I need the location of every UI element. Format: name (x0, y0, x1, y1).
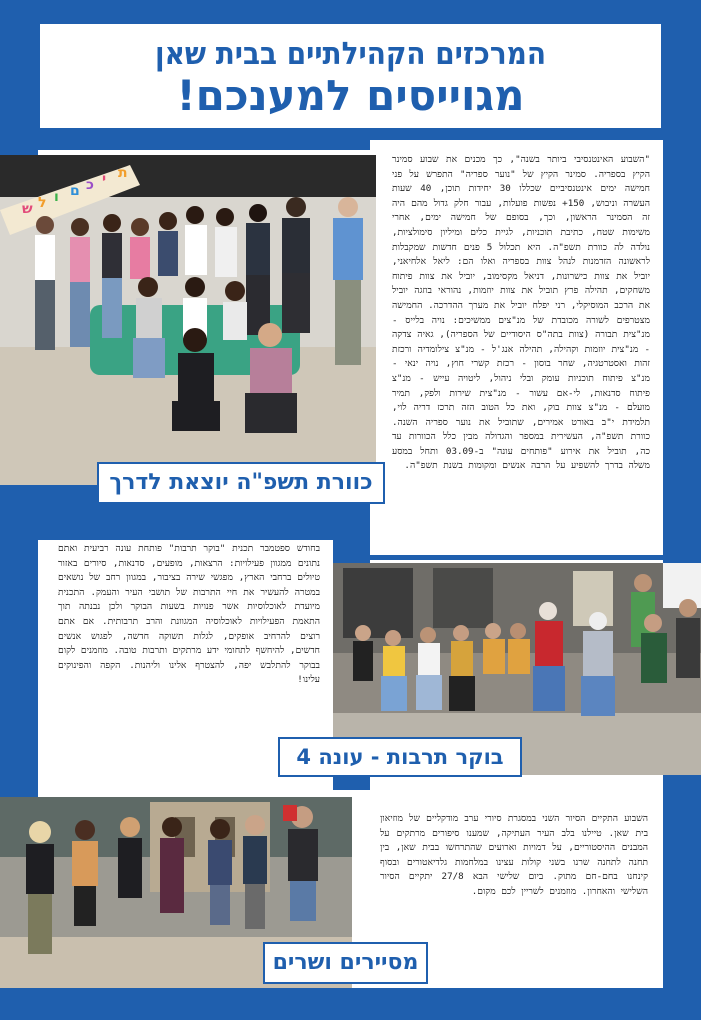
banner-letter: ל (38, 195, 47, 211)
headline-box (38, 22, 663, 130)
caption-youth-group: כוורת תשפ"ה יוצאת לדרך (97, 462, 385, 504)
headline-line1: המרכזים הקהילתיים בבית שאן (155, 36, 546, 72)
article2-body: בחודש ספטמבר תכנית "בוקר תרבות" פותחת עונה רביעית ואתם נתונים ממגוון פעילויות: הרצאות, מופעים, סדנאות, סיורים באזור טיולים ברחבי הארץ, מפגשי שירה בציבור, במגוון רחב של נושאים במטרה להעשיר את חיי התרבות של תושבי העיר והעמק. התכנית מיועדת לאוכלוסיות אשר פנויות בשעות הבוקר ולכן נבנתה תוך התאמת הפעילויות לאוכלוסיה המגוונת והרב תרבותית. אם אתם רוצים להרחיב אופקים, לגלות תשוקה חדשה, לפגוש אנשים חדשים, להיחשף לתחומי ידע מרתקים ותרבות טובה. מוזמנים לקום בבוקר להתלבש יפה, להצטרף אלינו וליהנות. הקפה והפינוקים עלינו! (58, 543, 320, 686)
banner-letter: כ (86, 177, 94, 193)
article1-body: "השבוע האינטנסיבי ביותר בשנה", כך מכנים את שבוע סמינר הקיץ בספריה. סמינר הקיץ של "נוער ספריה" התפרש על פני חמישה ימים אינטנסיביים שכללו 30 יחידות תוכן, 40 שעות העשרה וניבוש, 150+ נפשות פועלות, עבור חלק גדול מהם היה זה הסמינר הראשון, וכך, בסופם של חמישה ימים, אחרי משימות שטח, כתיבת תוכניות, לגיית כלים ומיליון סימולציות, נולדה לה כוורת תשפ"ה. היא תכלול 5 פנים חדשות שמקבלות לראשונה הזדמנות לנהל צוות בספריה ואלו הם: ליאל אלחיאני, יוביל את צוות כישרונות, דניאל מקסימוב, יוביל את צוות פיתוח משחקים, תהילה פרץ תוביל את צוות יוזמות, נהוראי בוזגה יוביל את הרכב המוסיקלי, רני יפלח יוביל את מערך ההדרכה. החמישה מצטרפים לשורה מכובדת של מנ"צים ממשיכים: נויה בלייס - מנ"צית תבורה (צוות בתה"ס היסודיים של הספריה), גאיה צדקה - מנ"צית יוזמות וקהילה, תהילה אנג'ל - מנ"צ צילומדיה ורכזת זהות ואסטרטגיה, שחר בוסון - רכזת קשרי חוץ, נויה ינאי - מנ"צ פיתוח תוכניות עומק ובלי ניהול, ליטויה עייש - מנ"צ פיתוח סדנאות, לי-אם עשור - מנ"צית שירות ולפק, תמיר מועלם - מנ"צ צוות בוק, ואת כל הטוב הזה תרכז דריה לוי, תלמידת י"ב באורט אמירים, שתוביל את נוער ספריה השנה. כוורת תשפ"ה, העשירית במספר והגדולה מבין כלל הכוורות עד כה, תוביל את אירוע "פותחים עונה" ב-03.09 ותחל במסע משלה בדרך להשפיע על הרבה אנשים ומקומות בשנת תשפ"ה. (392, 154, 651, 472)
caption-night-tour: מסיירים ושרים (263, 942, 428, 984)
photo-youth-group (0, 155, 376, 485)
bottom-blue-band (0, 988, 701, 1020)
article3-body: השבוע התקיים הסיור השני במסגרת סיורי ערב מודקליים של מוזיאון בית שאן. טיילנו בלב העיר העתיקה, שמענו סיפורים מרתקים על המבנים ההיסטוריים, על דמויות וארועים שהתרחשו בבית שאן, בין תחנה לתחנה שרנו בשני קולות עצינו במלחמות גלדיאטורים ובסוף קינחנו בחם-חם מתוק. ביום שלישי הבא 27/8 יתקיים הסיור השלישי והאחרון. מוזמנים לשריין לכם מקום. (380, 813, 649, 897)
headline-line2: מגוייסים למענכם! (176, 71, 525, 120)
banner-letter: ש (22, 201, 33, 217)
banner-letter: ת (118, 165, 128, 181)
banner-letter: ם (70, 183, 80, 199)
banner-letter: ו (54, 189, 59, 205)
caption-morning-culture: בוקר תרבות - עונה 4 (278, 737, 522, 777)
banner-letter: י (102, 171, 107, 187)
youth-group-illustration (0, 155, 376, 485)
